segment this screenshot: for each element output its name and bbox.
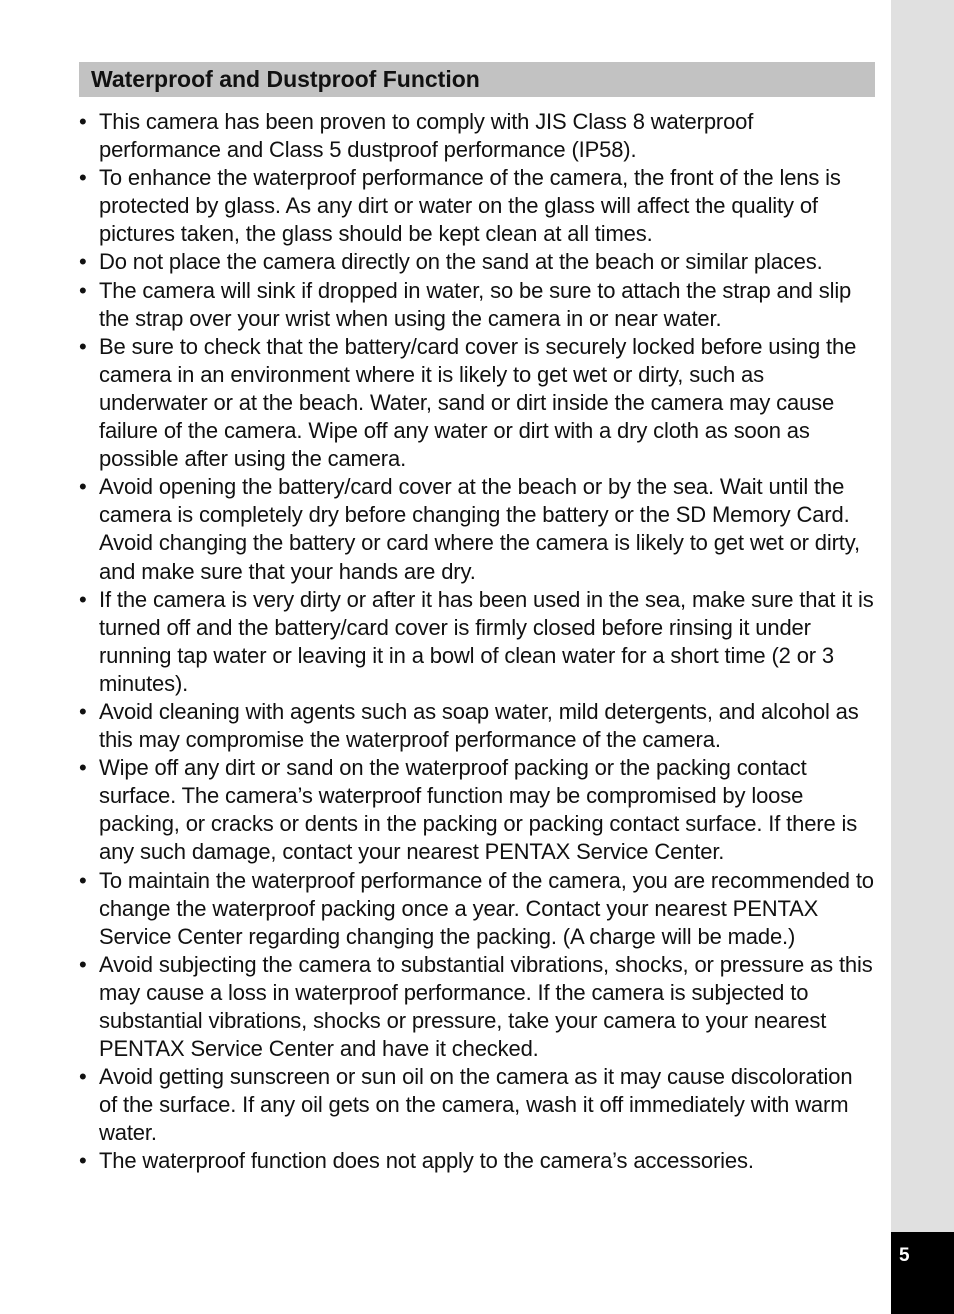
bullet-item <box>76 164 876 248</box>
bullet-item <box>76 473 876 585</box>
bullet-list <box>76 108 876 1176</box>
bullet-icon: • <box>79 474 87 500</box>
bullet-icon: • <box>79 586 87 612</box>
bullet-icon: • <box>79 755 87 781</box>
bullet-text: The camera will sink if dropped in water, so be sure to attach the strap and slip the strap over your wrist when using the camera in or near water. <box>99 277 852 331</box>
bullet-item <box>76 1063 876 1147</box>
bullet-icon: • <box>79 109 87 134</box>
bullet-item <box>76 867 876 951</box>
bullet-item <box>76 951 876 1063</box>
page-number-tab <box>891 1232 954 1314</box>
bullet-item <box>76 108 876 164</box>
section-header <box>79 62 875 97</box>
bullet-text: Avoid opening the battery/card cover at the beach or by the sea. Wait until the camera is completely dry before changing the battery or the SD Memory Card. Avoid changing the battery or card where the camera is likely to get wet or dirty, and make sure that your hands are dry. <box>99 474 860 584</box>
bullet-icon: • <box>79 867 87 893</box>
bullet-text: This camera has been proven to comply with JIS Class 8 waterproof performance and Class 5 dustproof performance (IP58). <box>99 109 754 163</box>
bullet-text: Do not place the camera directly on the sand at the beach or similar places. <box>99 249 823 275</box>
bullet-text: The waterproof function does not apply to the camera’s accessories. <box>99 1148 754 1174</box>
bullet-text: Avoid subjecting the camera to substantial vibrations, shocks, or pressure as this may cause a loss in waterproof performance. If the camera is subjected to substantial vibrations, shocks or pressure, take your camera to your nearest PENTAX Service Center and have it checked. <box>99 951 873 1062</box>
bullet-item <box>76 333 876 473</box>
bullet-item <box>76 698 876 754</box>
bullet-text: To enhance the waterproof performance of the camera, the front of the lens is protected by glass. As any dirt or water on the glass will affect the quality of pictures taken, the glass should be kept clean at all times. <box>99 165 841 247</box>
bullet-item <box>76 1147 876 1175</box>
bullet-icon: • <box>79 1064 87 1090</box>
bullet-text: If the camera is very dirty or after it has been used in the sea, make sure that it is turned off and the battery/card cover is firmly closed before rinsing it under running tap water or leaving it in a bowl of clean water for a short time (2 or 3 minutes). <box>99 586 874 696</box>
bullet-icon: • <box>79 333 87 359</box>
bullet-icon: • <box>79 1148 87 1174</box>
bullet-icon: • <box>79 165 87 191</box>
bullet-icon: • <box>79 951 87 977</box>
bullet-item <box>76 248 876 276</box>
bullet-text: Be sure to check that the battery/card cover is securely locked before using the camera in an environment where it is likely to get wet or dirty, such as underwater or at the beach. Water, sand or dirt inside the camera may cause failure of the camera. Wipe off any water or dirt with a dry cloth as soon as possible after using the camera. <box>99 333 857 472</box>
bullet-item <box>76 277 876 333</box>
bullet-icon: • <box>79 698 87 724</box>
bullet-icon: • <box>79 249 87 275</box>
section-title: Waterproof and Dustproof Function <box>91 66 480 92</box>
bullet-icon: • <box>79 277 87 303</box>
bullet-text: To maintain the waterproof performance of the camera, you are recommended to change the waterproof packing once a year. Contact your nearest PENTAX Service Center regarding changing the packing. (A charge will be made.) <box>99 867 874 949</box>
page-number: 5 <box>899 1245 910 1266</box>
side-strip <box>891 0 954 1314</box>
bullet-text: Avoid cleaning with agents such as soap water, mild detergents, and alcohol as this may compromise the waterproof performance of the camera. <box>99 698 859 753</box>
bullet-item <box>76 754 876 866</box>
bullet-item <box>76 586 876 698</box>
bullet-text: Avoid getting sunscreen or sun oil on the camera as it may cause discoloration of the surface. If any oil gets on the camera, wash it off immediately with warm water. <box>99 1064 853 1146</box>
bullet-text: Wipe off any dirt or sand on the waterproof packing or the packing contact surface. The camera’s waterproof function may be compromised by loose packing, or cracks or dents in the packing or packing contact surface. If there is any such damage, contact your nearest PENTAX Service Center. <box>99 755 858 865</box>
